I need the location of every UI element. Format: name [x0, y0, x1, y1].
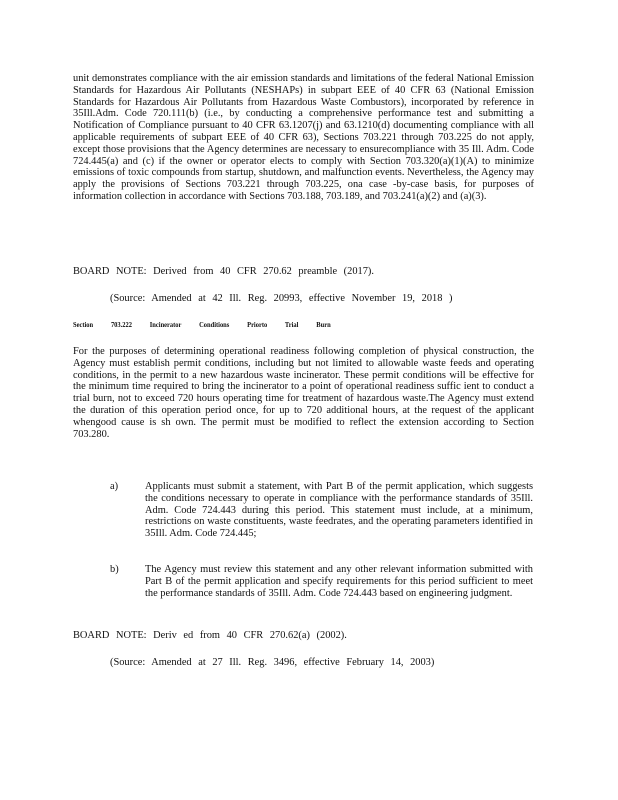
- source-citation: (Source: Amended at 42 Ill. Reg. 20993, effective November 19, 2018 ): [110, 293, 453, 304]
- board-note: BOARD NOTE: Derived from 40 CFR 270.62 preamble (2017).: [73, 266, 374, 277]
- body-paragraph-continued: unit demonstrates compliance with the air emission standards and limitations of the federal National Emission Standards for Hazardous Air Pollutants (NESHAPs) in subpart EEE of 40 CFR 63 (National Emission Standards for Hazardous Air Pollutants from Hazardous Waste Combustors), incorporated by reference in 35Ill.Adm. Code 720.111(b) (i.e., by conducting a comprehensive performance test and submitting a Notification of Compliance pursuant to 40 CFR 63.1207(j) and 63.1210(d) documenting compliance with all applicable requirements of subpart EEE of 40 CFR 63), Sections 703.221 through 703.225 do not apply, except those provisions that the Agency determines are necessary to ensurecompliance with 35 Ill. Adm. Code 724.445(a) and (c) if the owner or operator elects to comply with Section 703.320(a)(1)(A) to minimize emissions of toxic compounds from startup, shutdown, and malfunction events. Nevertheless, the Agency may apply the provisions of Sections 703.221 through 703.225, ona case -by-case basis, for purposes of information collection in accordance with Sections 703.188, 703.189, and 703.241(a)(2) and (a)(3).: [73, 73, 534, 202]
- board-note-2: BOARD NOTE: Deriv ed from 40 CFR 270.62(a) (2002).: [73, 630, 347, 641]
- source-citation-2: (Source: Amended at 27 Ill. Reg. 3496, effective February 14, 2003): [110, 657, 435, 668]
- subsection-label-a: a): [110, 481, 119, 492]
- subsection-label-b: b): [110, 564, 119, 575]
- section-body-paragraph: For the purposes of determining operational readiness following completion of physical construction, the Agency must establish permit conditions, including but not limited to allowable waste feeds and operating conditions, in the permit to a new hazardous waste incinerator. These permit conditions will be effective for the minimum time required to bring the incinerator to a point of operational readiness suffic ient to conduct a trial burn, not to exceed 720 hours operating time for treatment of hazardous waste.The Agency must extend the duration of this operation period once, for up to 720 additional hours, at the request of the applicant whengood cause is sh own. The permit must be modified to reflect the extension according to Section 703.280.: [73, 346, 534, 440]
- subsection-text-a: Applicants must submit a statement, with Part B of the permit application, which suggests the conditions necessary to operate in compliance with the performance standards of 35Ill. Adm. Code 724.443 during this period. This statement must include, at a minimum, restrictions on waste constituents, waste feedrates, and the operating parameters identified in 35Ill. Adm. Code 724.445;: [145, 481, 533, 540]
- subsection-text-b: The Agency must review this statement and any other relevant information submitted with Part B of the permit application and specify requirements for this period sufficient to meet the performance standards of 35Ill. Adm. Code 724.443 based on engineering judgment.: [145, 564, 533, 599]
- section-heading: Section 703.222 Incinerator Conditions Priorto Trial Burn: [73, 321, 331, 329]
